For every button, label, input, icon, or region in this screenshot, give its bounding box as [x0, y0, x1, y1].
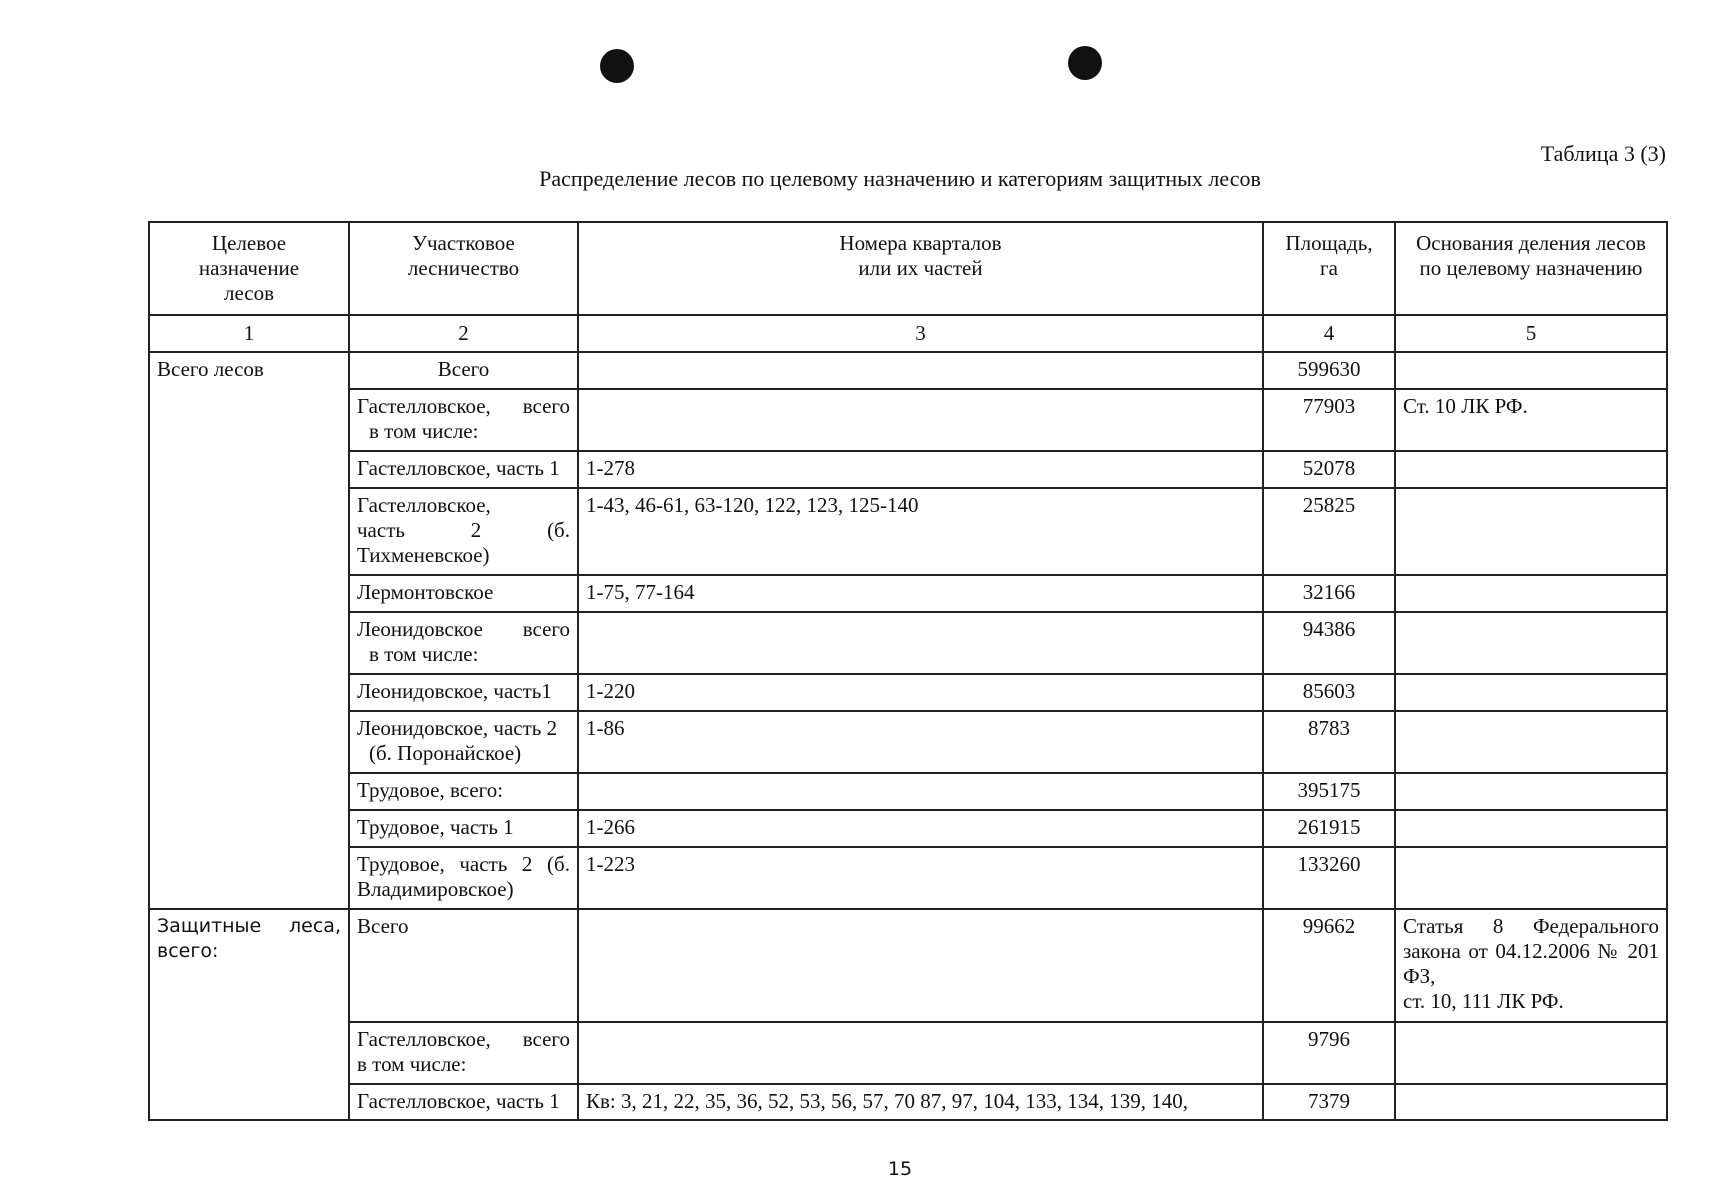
district-line: часть 2 (б. — [357, 518, 570, 542]
basis-line: ФЗ, — [1403, 964, 1436, 988]
district-line: Трудовое, часть 2 (б. — [357, 852, 570, 876]
area-cell: 133260 — [1263, 847, 1395, 909]
quarters-cell: 1-223 — [578, 847, 1263, 909]
basis-line: ст. 10, 111 ЛК РФ. — [1403, 989, 1564, 1013]
basis-line: Статья 8 Федерального — [1403, 914, 1659, 938]
basis-cell — [1395, 352, 1667, 389]
area-cell: 94386 — [1263, 612, 1395, 674]
area-cell: 599630 — [1263, 352, 1395, 389]
district-line: Леонидовское, часть 2 — [357, 716, 558, 740]
column-header-line: Участковое — [412, 231, 515, 255]
column-header-line: лесничество — [407, 256, 520, 280]
district-cell: Гастелловское, часть 1 — [349, 1084, 578, 1120]
column-header-quarters — [578, 222, 1263, 315]
table-row — [149, 711, 1667, 773]
district-line: Тихменевское) — [357, 543, 490, 567]
area-cell: 7379 — [1263, 1084, 1395, 1120]
district-line: Гастелловское, всего — [357, 1027, 570, 1051]
district-line: в том числе: — [369, 419, 479, 443]
district-cell: Всего — [349, 352, 578, 389]
quarters-cell: 1-75, 77-164 — [578, 575, 1263, 612]
column-number-row — [149, 315, 1667, 352]
basis-cell — [1395, 847, 1667, 909]
header-row — [149, 222, 1667, 315]
basis-cell — [1395, 711, 1667, 773]
table-row — [149, 847, 1667, 909]
column-header-line: по целевому назначению — [1419, 256, 1643, 280]
district-cell: Гастелловское, часть 1 — [349, 451, 578, 488]
page-number: 15 — [887, 1158, 913, 1180]
district-cell: Всего — [349, 909, 578, 1022]
column-number: 1 — [149, 315, 349, 352]
district-cell: Лермонтовское — [349, 575, 578, 612]
quarters-cell — [578, 773, 1263, 810]
district-line: в том числе: — [357, 1052, 467, 1076]
column-header-line: Основания деления лесов — [1416, 231, 1646, 255]
table-number: Таблица 3 (3) — [1540, 141, 1666, 166]
quarters-cell: 1-86 — [578, 711, 1263, 773]
forest-distribution-table-container — [148, 221, 1666, 1121]
district-line: Гастелловское, — [357, 493, 491, 517]
quarters-cell — [578, 909, 1263, 1022]
table-row — [149, 909, 1667, 1022]
area-cell: 9796 — [1263, 1022, 1395, 1084]
quarters-cell: 1-220 — [578, 674, 1263, 711]
column-number: 5 — [1395, 315, 1667, 352]
area-cell: 77903 — [1263, 389, 1395, 451]
area-cell: 52078 — [1263, 451, 1395, 488]
quarters-cell: 1-43, 46-61, 63-120, 122, 123, 125-140 — [578, 488, 1263, 575]
column-header-line: Целевое — [211, 231, 287, 255]
basis-cell — [1395, 612, 1667, 674]
table-row — [149, 389, 1667, 451]
purpose-cell-all-forests: Всего лесов — [149, 352, 349, 909]
column-header-line: Номера кварталов — [839, 231, 1002, 255]
district-cell: Леонидовское, часть1 — [349, 674, 578, 711]
district-line: Владимировское) — [357, 877, 514, 901]
area-cell: 25825 — [1263, 488, 1395, 575]
quarters-cell: 1-266 — [578, 810, 1263, 847]
basis-cell — [1395, 1022, 1667, 1084]
basis-cell — [1395, 1084, 1667, 1120]
basis-cell — [1395, 451, 1667, 488]
table-row — [149, 488, 1667, 575]
basis-cell — [1395, 773, 1667, 810]
area-cell: 99662 — [1263, 909, 1395, 1022]
district-cell — [349, 711, 578, 773]
page-title: Распределение лесов по целевому назначению и категориям защитных лесов — [539, 166, 1261, 191]
district-cell — [349, 1022, 578, 1084]
district-line: Гастелловское, всего — [357, 394, 570, 418]
district-cell — [349, 488, 578, 575]
purpose-line: всего: — [157, 940, 219, 962]
table-row — [149, 810, 1667, 847]
quarters-cell: 1-278 — [578, 451, 1263, 488]
forest-distribution-table — [148, 221, 1668, 1121]
column-header-area — [1263, 222, 1395, 315]
district-cell — [349, 612, 578, 674]
district-cell — [349, 389, 578, 451]
purpose-cell-protective-forests — [149, 909, 349, 1120]
punch-hole-left — [600, 49, 634, 83]
quarters-cell — [578, 612, 1263, 674]
quarters-cell: Кв: 3, 21, 22, 35, 36, 52, 53, 56, 57, 70 87, 97, 104, 133, 134, 139, 140, — [578, 1084, 1263, 1120]
table-row — [149, 575, 1667, 612]
area-cell: 261915 — [1263, 810, 1395, 847]
table-row — [149, 451, 1667, 488]
table-row — [149, 773, 1667, 810]
column-number: 2 — [349, 315, 578, 352]
column-header-district — [349, 222, 578, 315]
column-number: 4 — [1263, 315, 1395, 352]
table-row — [149, 612, 1667, 674]
column-header-basis — [1395, 222, 1667, 315]
district-cell — [349, 847, 578, 909]
basis-cell — [1395, 810, 1667, 847]
basis-cell — [1395, 674, 1667, 711]
table-row — [149, 352, 1667, 389]
table-row — [149, 674, 1667, 711]
quarters-cell — [578, 352, 1263, 389]
column-header-line: га — [1320, 256, 1338, 280]
basis-cell — [1395, 909, 1667, 1022]
basis-cell — [1395, 488, 1667, 575]
column-header-line: или их частей — [858, 256, 983, 280]
area-cell: 395175 — [1263, 773, 1395, 810]
column-number: 3 — [578, 315, 1263, 352]
basis-line: закона от 04.12.2006 № 201 — [1403, 939, 1659, 963]
district-line: в том числе: — [369, 642, 479, 666]
quarters-cell — [578, 1022, 1263, 1084]
purpose-line: Защитные леса, — [157, 915, 341, 937]
table-row — [149, 1084, 1667, 1120]
district-cell: Трудовое, всего: — [349, 773, 578, 810]
area-cell: 8783 — [1263, 711, 1395, 773]
punch-hole-right — [1068, 46, 1102, 80]
basis-cell — [1395, 575, 1667, 612]
column-header-line: лесов — [223, 281, 275, 305]
district-line: Леонидовское всего — [357, 617, 570, 641]
area-cell: 85603 — [1263, 674, 1395, 711]
table-row — [149, 1022, 1667, 1084]
basis-cell: Ст. 10 ЛК РФ. — [1395, 389, 1667, 451]
column-header-line: назначение — [198, 256, 300, 280]
district-line: (б. Поронайское) — [369, 741, 522, 765]
area-cell: 32166 — [1263, 575, 1395, 612]
column-header-line: Площадь, — [1285, 231, 1373, 255]
column-header-purpose — [149, 222, 349, 315]
district-cell: Трудовое, часть 1 — [349, 810, 578, 847]
quarters-cell — [578, 389, 1263, 451]
